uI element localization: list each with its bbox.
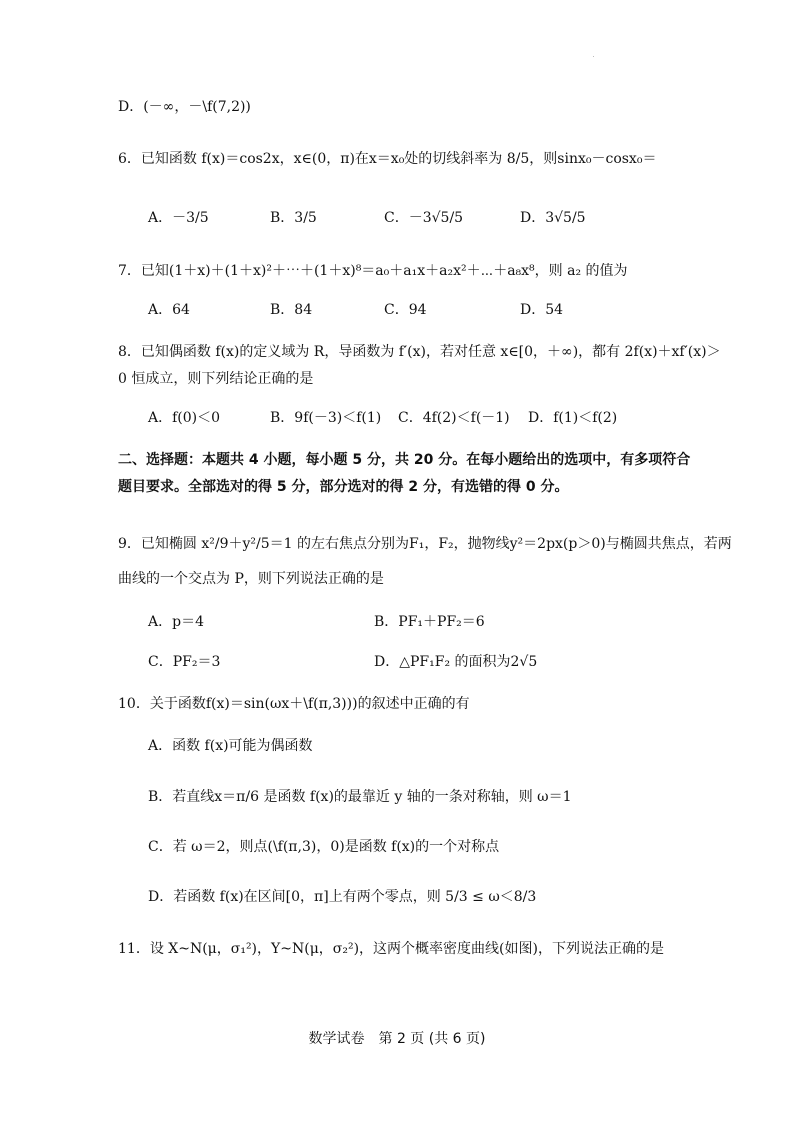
q10-stem: 10．关于函数f(x)＝sin(ωx＋\f(π,3)))的叙述中正确的有 — [118, 696, 470, 712]
q7-options — [148, 292, 714, 328]
q6-option-d: D．3√5/5 — [520, 210, 586, 226]
q6-option-a: A．－3/5 — [148, 210, 209, 226]
q6-option-b: B．3/5 — [270, 210, 317, 226]
section-2-line-2: 题目要求。全部选对的得 5 分，部分选对的得 2 分，有选错的得 0 分。 — [118, 479, 569, 495]
q7-option-b: B．84 — [270, 302, 313, 318]
q10-option-a: A．函数 f(x)可能为偶函数 — [148, 738, 313, 754]
q6-options — [148, 200, 714, 236]
q9-option-c: C．PF₂＝3 — [148, 654, 221, 670]
q8-option-c: C．4f(2)＜f(－1) — [398, 410, 510, 426]
section-2-line-1: 二、选择题：本题共 4 小题，每小题 5 分，共 20 分。在每小题给出的选项中，有多项符合 — [118, 452, 691, 468]
q9-options-row-1 — [148, 604, 714, 640]
q8-option-d: D．f(1)＜f(2) — [528, 410, 618, 426]
q9-option-a: A．p＝4 — [148, 614, 204, 630]
q9-option-b: B．PF₁＋PF₂＝6 — [374, 614, 485, 630]
q10-option-d: D．若函数 f(x)在区间[0，π]上有两个零点，则 5/3 ≤ ω＜8/3 — [148, 889, 537, 905]
q7-stem: 7．已知(1＋x)＋(1＋x)²＋⋯＋(1＋x)⁸＝a₀＋a₁x＋a₂x²＋⋯＋a₈x⁸，则 a₂ 的值为 — [118, 263, 628, 279]
q9-options-row-2 — [148, 644, 714, 680]
q7-option-c: C．94 — [384, 302, 427, 318]
q7-option-a: A．64 — [148, 302, 190, 318]
q6-option-c: C．－3√5/5 — [384, 210, 464, 226]
q8-options — [148, 400, 714, 436]
q9-option-d: D．△PF₁F₂ 的面积为2√5 — [374, 654, 538, 670]
q9-stem-line-2: 曲线的一个交点为 P，则下列说法正确的是 — [118, 571, 384, 587]
q5-option-d: D．(－∞，－\f(7,2)) — [118, 99, 251, 115]
q8-option-b: B．9f(－3)＜f(1) — [270, 410, 382, 426]
q10-option-b: B．若直线x＝π/6 是函数 f(x)的最靠近 y 轴的一条对称轴，则 ω＝1 — [148, 789, 572, 805]
q9-stem-line-1: 9．已知椭圆 x²/9＋y²/5＝1 的左右焦点分别为F₁，F₂，抛物线y²＝2px(p＞0)与椭圆共焦点，若两 — [118, 536, 732, 552]
scan-speck — [593, 56, 594, 57]
q6-stem: 6．已知函数 f(x)＝cos2x，x∈(0，π)在x＝x₀处的切线斜率为 8/5，则sinx₀－cosx₀＝ — [118, 151, 657, 167]
q8-option-a: A．f(0)＜0 — [148, 410, 221, 426]
q11-stem: 11．设 X~N(μ，σ₁²)，Y~N(μ，σ₂²)，这两个概率密度曲线(如图)，下列说法正确的是 — [118, 941, 664, 957]
q7-option-d: D．54 — [520, 302, 564, 318]
q10-option-c: C．若 ω＝2，则点(\f(π,3)，0)是函数 f(x)的一个对称点 — [148, 839, 500, 855]
q8-stem-line-2: 0 恒成立，则下列结论正确的是 — [118, 371, 314, 387]
q8-stem-line-1: 8．已知偶函数 f(x)的定义域为 R，导函数为 f′(x)，若对任意 x∈[0，＋∞)，都有 2f(x)＋xf′(x)＞ — [118, 344, 721, 360]
page-footer: 数学试卷 第 2 页 (共 6 页) — [308, 1031, 486, 1047]
